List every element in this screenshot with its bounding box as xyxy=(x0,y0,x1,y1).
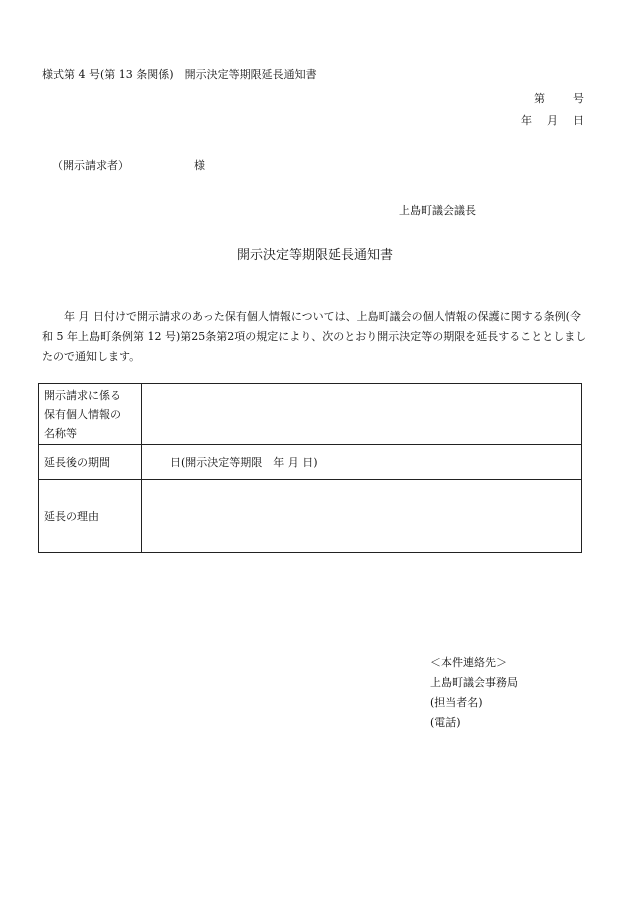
label-line: 開示請求に係る xyxy=(44,388,121,402)
contact-person: (担当者名) xyxy=(430,696,483,709)
contact-heading: ＜本件連絡先＞ xyxy=(430,656,507,669)
info-name-value[interactable] xyxy=(142,384,582,445)
extended-period-value[interactable]: 日(開示決定等期限 年 月 日) xyxy=(142,445,582,480)
honorific: 様 xyxy=(194,159,205,172)
extension-reason-label: 延長の理由 xyxy=(39,480,142,553)
info-name-label xyxy=(39,384,142,445)
extended-period-label: 延長後の期間 xyxy=(39,445,142,480)
table-row xyxy=(39,445,582,480)
requester-label: （開示請求者） xyxy=(52,159,129,172)
form-label: 様式第 4 号(第 13 条関係) 開示決定等期限延長通知書 xyxy=(42,68,317,81)
info-table xyxy=(38,383,582,553)
document-date: 年 月 日 xyxy=(521,114,586,127)
contact-office: 上島町議会事務局 xyxy=(430,676,518,689)
document-title: 開示決定等期限延長通知書 xyxy=(236,248,393,263)
extension-reason-value[interactable] xyxy=(142,480,582,553)
sender-name: 上島町議会議長 xyxy=(399,204,476,217)
table-row xyxy=(39,480,582,553)
label-line: 名称等 xyxy=(44,426,77,440)
document-number: 第 号 xyxy=(534,92,586,105)
contact-block xyxy=(430,653,518,733)
body-text: 年 月 日付けで開示請求のあった保有個人情報については、上島町議会の個人情報の保護に関する条例(令和 5 年上島町条例第 12 号)第25条第2項の規定により、次のとおり開示決定等の期限を延長することとしましたので通知します。 xyxy=(42,310,587,363)
table-row xyxy=(39,384,582,445)
label-line: 保有個人情報の xyxy=(44,407,121,421)
contact-phone: (電話) xyxy=(430,716,461,729)
